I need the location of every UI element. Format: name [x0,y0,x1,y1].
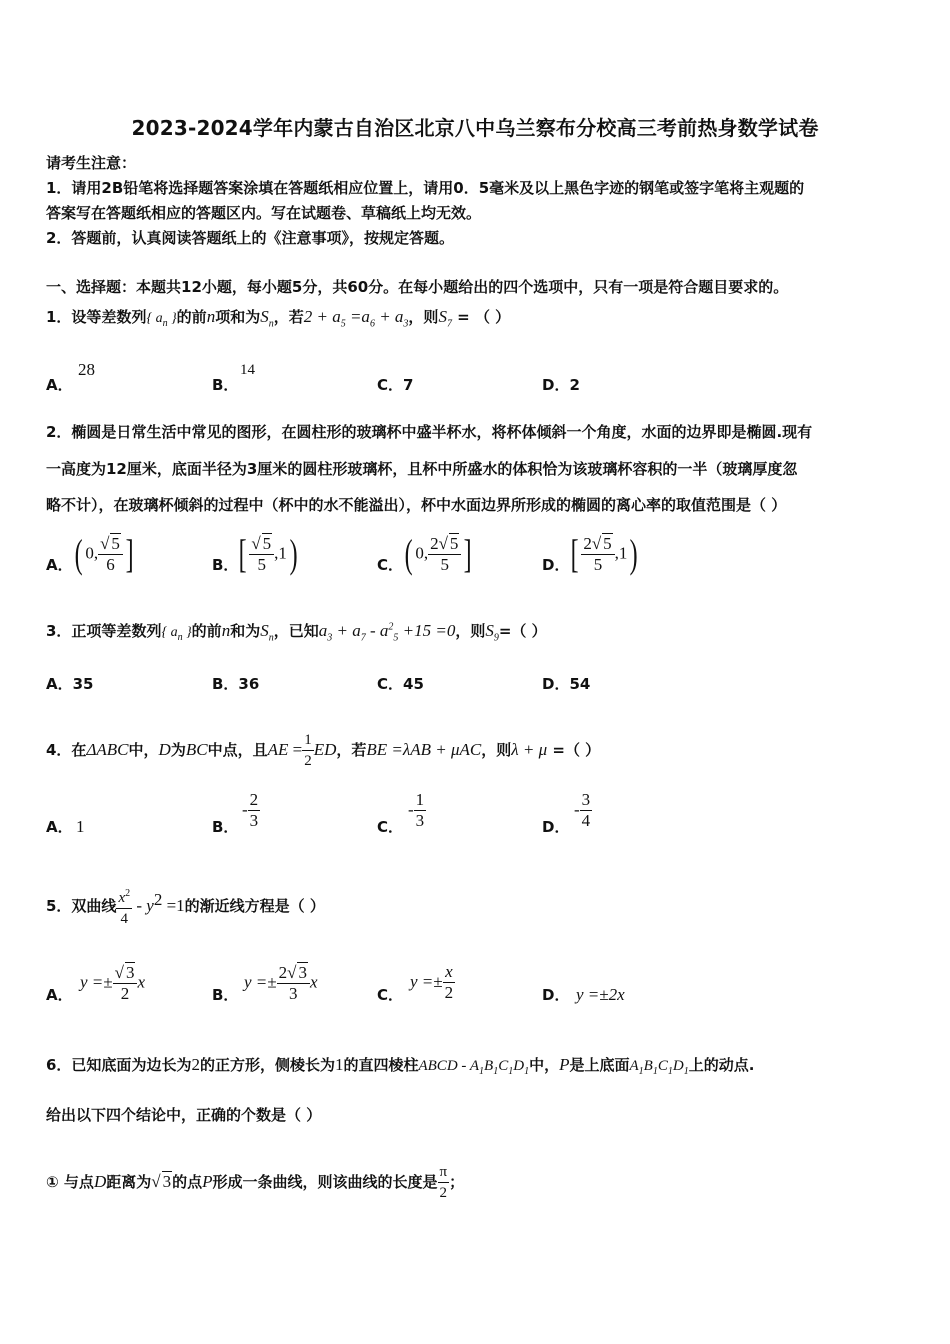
q1-text-5: ，则 [408,308,439,326]
q2-option-b[interactable]: B． [212,556,239,574]
q1-text-1: 1．设等差数列 [46,308,147,326]
section-heading: 一、选择题：本题共12小题，每小题5分，共60分。在每小题给出的四个选项中，只有一项是符合题目要求的。 [46,278,789,296]
q6-line-2: 给出以下四个结论中，正确的个数是（ ） [46,1106,322,1124]
q1-condition: $2 + a_5 =a_6 + a_3$ [303,307,409,330]
q2-option-a[interactable]: A． [46,556,73,574]
q4-option-d[interactable]: D． [542,818,570,836]
notice-item-1b: 答案写在答题纸相应的答题区内。写在试题卷、草稿纸上均无效。 [46,204,482,222]
q5-option-c[interactable]: C． [377,986,404,1004]
question-1 [46,306,510,329]
q4-option-b[interactable]: B． [212,818,239,836]
q3-option-c[interactable]: C．45 [377,675,424,693]
q2-option-c[interactable]: C． [377,556,404,574]
q1-option-a[interactable]: A． [46,376,73,394]
q5-option-d-value: y =±2x [576,985,625,1004]
q5-option-a-value: y =± $\frac{√ 3}{2}$ x [80,963,145,1003]
question-6: 6．已知底面为边长为2的正方形，侧棱长为1的直四棱柱ABCD - $A_1B_1C_1D_1$中，P是上底面$A_1B_1C_1D_1$上的动点. [46,1055,755,1077]
question-3: 3．正项等差数列{ $a_n$ }的前n和为$S_n$，已知$a_3 + a_7 - a^2_5 +15 =0$，则$S_9=$（ ） [46,621,547,644]
q2-option-a-value: ( 0, $\frac{√ 5}{6}$ ] [74,531,134,576]
page-title: 2023-2024学年内蒙古自治区北京八中乌兰察布分校高三考前热身数学试卷 [131,116,819,140]
q1-n: n [206,307,216,326]
q4-option-a-value: 1 [76,817,85,836]
q5-option-a[interactable]: A． [46,986,73,1004]
q1-text-3: 项和为 [215,308,261,326]
q1-s7: $S_7$ [438,307,452,330]
q2-line-3: 略不计），在玻璃杯倾斜的过程中（杯中的水不能溢出），杯中水面边界所形成的椭圆的离心率的取值范围是（ ） [46,496,787,514]
q2-line-1: 2．椭圆是日常生活中常见的图形，在圆柱形的玻璃杯中盛半杯水，将杯体倾斜一个角度，水面的边界即是椭圆.现有 [46,423,813,441]
question-4: 4．在ΔABC中，D为BC中点，且AE = $\frac{1}{2}$ ED，若BE =λAB + μAC，则λ + μ =（ ） [46,732,601,769]
q6-conclusion-1: ① 与点D距离为√ 3的点P形成一条曲线，则该曲线的长度是 $\frac{\pi}{2}$ ； [46,1164,465,1201]
q1-option-b-value: 14 [240,362,255,378]
q1-option-b[interactable]: B． [212,376,239,394]
q2-option-b-value: [ $\frac{√ 5}{5}$ ,1) [238,531,298,576]
q2-line-2: 一高度为12厘米，底面半径为3厘米的圆柱形玻璃杯，且杯中所盛水的体积恰为该玻璃杯容积的一半（玻璃厚度忽 [46,460,798,478]
q1-sn: $S_n$ [260,307,274,330]
notice-heading: 请考生注意： [46,154,137,172]
q4-option-c[interactable]: C． [377,818,404,836]
q3-option-a[interactable]: A．35 [46,675,94,693]
q5-option-d[interactable]: D． [542,986,570,1004]
q4-option-b-value: - $\frac{2}{3}$ [242,790,259,830]
question-5: 5．双曲线 $\frac{x^2}{4}$ - $y^2 =1$的渐近线方程是（ ） [46,884,325,929]
notice-item-1a: 1．请用2B铅笔将选择题答案涂填在答题纸相应位置上，请用0．5毫米及以上黑色字迹的钢笔或签字笔将主观题的 [46,179,805,197]
q1-option-c[interactable]: C．7 [377,376,414,394]
notice-item-2: 2．答题前，认真阅读答题纸上的《注意事项》，按规定答题。 [46,229,454,247]
q1-text-6: = （ ） [451,308,511,326]
q4-option-c-value: - $\frac{1}{3}$ [408,790,425,830]
q5-option-b-value: y =± $\frac{2√ 3}{3}$ x [244,963,318,1003]
q1-seq: { $a_n$ } [146,311,177,329]
q3-option-b[interactable]: B．36 [212,675,260,693]
q2-option-d-value: [ $\frac{2√ 5}{5}$ ,1) [570,531,639,576]
q2-option-c-value: ( 0, $\frac{2√ 5}{5}$ ] [404,531,473,576]
q5-option-c-value: y =± $\frac{x}{2}$ [410,962,454,1002]
q5-option-b[interactable]: B． [212,986,239,1004]
q3-option-d[interactable]: D．54 [542,675,591,693]
q1-option-d[interactable]: D．2 [542,376,580,394]
q1-text-2: 的前 [176,308,207,326]
q4-option-d-value: - $\frac{3}{4}$ [574,790,591,830]
q4-option-a[interactable]: A． [46,818,73,836]
q2-option-d[interactable]: D． [542,556,570,574]
q1-text-4: ，若 [273,308,304,326]
q1-option-a-value: 28 [78,360,95,379]
